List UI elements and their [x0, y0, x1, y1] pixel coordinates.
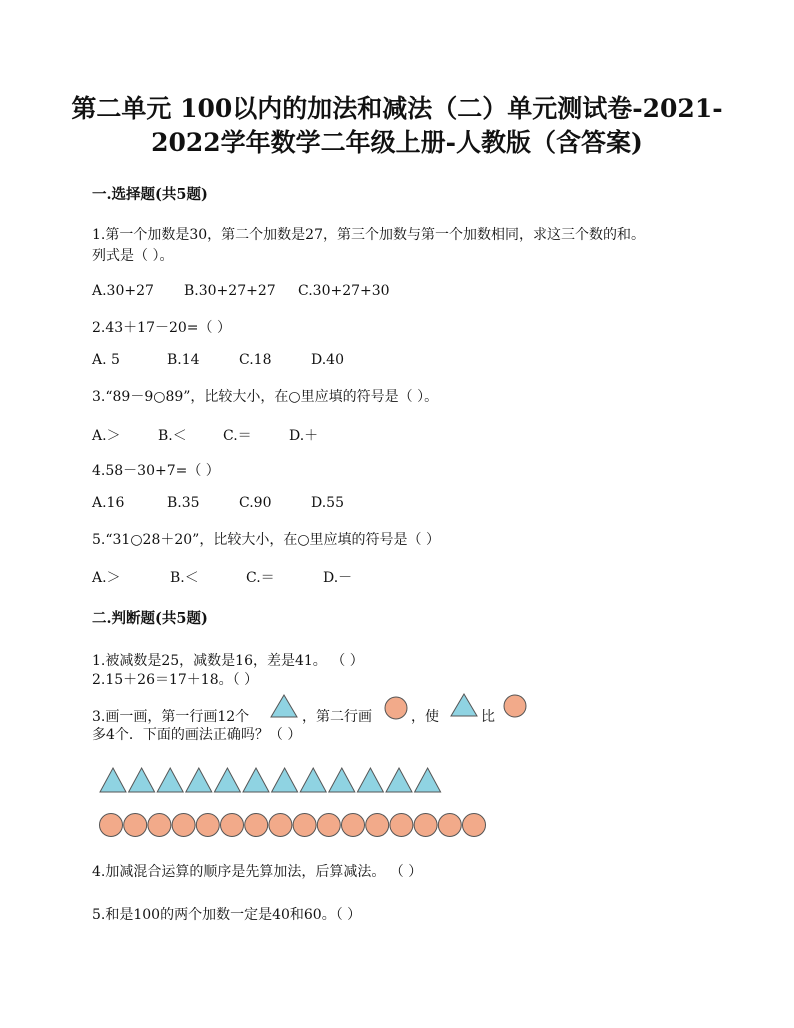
row-circle	[366, 814, 389, 837]
row-triangle	[100, 768, 126, 792]
row-circle	[172, 814, 195, 837]
q4-option-b[interactable]: B.35	[167, 495, 200, 511]
q2-text: 2.43＋17－20=（ ）	[92, 320, 231, 336]
row-circle	[196, 814, 219, 837]
triangle-row	[98, 766, 458, 794]
row-triangle	[357, 768, 383, 792]
q5-text: 5.“31○28＋20”，比较大小，在○里应填的符号是（ ）	[92, 532, 440, 548]
row-circle	[317, 814, 340, 837]
tf-q3-part-2: ，第二行画	[302, 709, 372, 725]
row-circle	[148, 814, 171, 837]
q3-option-d[interactable]: D.＋	[289, 428, 319, 444]
q3-text: 3.“89－9○89”，比较大小，在○里应填的符号是（ ）。	[92, 389, 439, 405]
q3-option-a[interactable]: A.＞	[92, 428, 121, 444]
q2-option-b[interactable]: B.14	[167, 352, 200, 368]
q5-option-a[interactable]: A.＞	[92, 570, 121, 586]
q1-option-c[interactable]: C.30+27+30	[298, 283, 390, 299]
q5-option-b[interactable]: B.＜	[170, 570, 199, 586]
q2-option-c[interactable]: C.18	[239, 352, 272, 368]
row-circle	[269, 814, 292, 837]
tf-q3-part-4: 比	[481, 709, 495, 725]
q4-option-d[interactable]: D.55	[311, 495, 344, 511]
tf-q3-part-1: 3.画一画，第一行画12个	[92, 709, 250, 725]
circle-icon	[502, 693, 528, 719]
q1-text-line-2: 列式是（ ）。	[92, 248, 174, 264]
circle-row	[98, 811, 498, 841]
row-circle	[342, 814, 365, 837]
q4-option-a[interactable]: A.16	[92, 495, 125, 511]
row-triangle	[157, 768, 183, 792]
tf-q4-text: 4.加减混合运算的顺序是先算加法，后算减法。 （ ）	[92, 864, 423, 880]
q4-text: 4.58－30+7=（ ）	[92, 463, 220, 479]
q1-option-a[interactable]: A.30+27	[92, 283, 154, 299]
row-triangle	[300, 768, 326, 792]
row-circle	[438, 814, 461, 837]
tf-q5-text: 5.和是100的两个加数一定是40和60。（ ）	[92, 907, 362, 923]
tf-q3-line-2: 多4个．下面的画法正确吗？（ ）	[92, 727, 302, 743]
row-circle	[463, 814, 486, 837]
q1-text-line-1: 1.第一个加数是30，第二个加数是27，第三个加数与第一个加数相同，求这三个数的和。	[92, 227, 645, 243]
row-triangle	[386, 768, 412, 792]
row-triangle	[272, 768, 298, 792]
tf-q1-text: 1.被减数是25，减数是16，差是41。 （ ）	[92, 653, 364, 669]
row-triangle	[329, 768, 355, 792]
row-triangle	[415, 768, 441, 792]
q4-option-c[interactable]: C.90	[239, 495, 272, 511]
q2-option-a[interactable]: A. 5	[92, 352, 120, 368]
row-circle	[221, 814, 244, 837]
row-circle	[124, 814, 147, 837]
row-circle	[293, 814, 316, 837]
triangle-icon	[449, 692, 479, 718]
row-circle	[414, 814, 437, 837]
section-2-heading: 二.判断题(共5题)	[92, 610, 208, 627]
row-triangle	[129, 768, 155, 792]
q3-option-c[interactable]: C.＝	[223, 428, 252, 444]
title-line-2: 2022学年数学二年级上册-人教版（含答案)	[151, 128, 643, 157]
row-circle	[100, 814, 123, 837]
q5-option-c[interactable]: C.＝	[246, 570, 275, 586]
row-circle	[390, 814, 413, 837]
row-circle	[245, 814, 268, 837]
section-1-heading: 一.选择题(共5题)	[92, 186, 208, 203]
circle-icon	[383, 695, 409, 721]
q5-option-d[interactable]: D.－	[323, 570, 353, 586]
title-line-1: 第二单元 100以内的加法和减法（二）单元测试卷-2021-	[71, 94, 723, 123]
row-triangle	[214, 768, 240, 792]
q1-option-b[interactable]: B.30+27+27	[184, 283, 276, 299]
q3-option-b[interactable]: B.＜	[158, 428, 187, 444]
row-triangle	[243, 768, 269, 792]
triangle-icon	[269, 693, 299, 719]
row-triangle	[186, 768, 212, 792]
q2-option-d[interactable]: D.40	[311, 352, 344, 368]
tf-q2-text: 2.15＋26＝17＋18。（ ）	[92, 672, 259, 688]
tf-q3-part-3: ，使	[411, 709, 439, 725]
